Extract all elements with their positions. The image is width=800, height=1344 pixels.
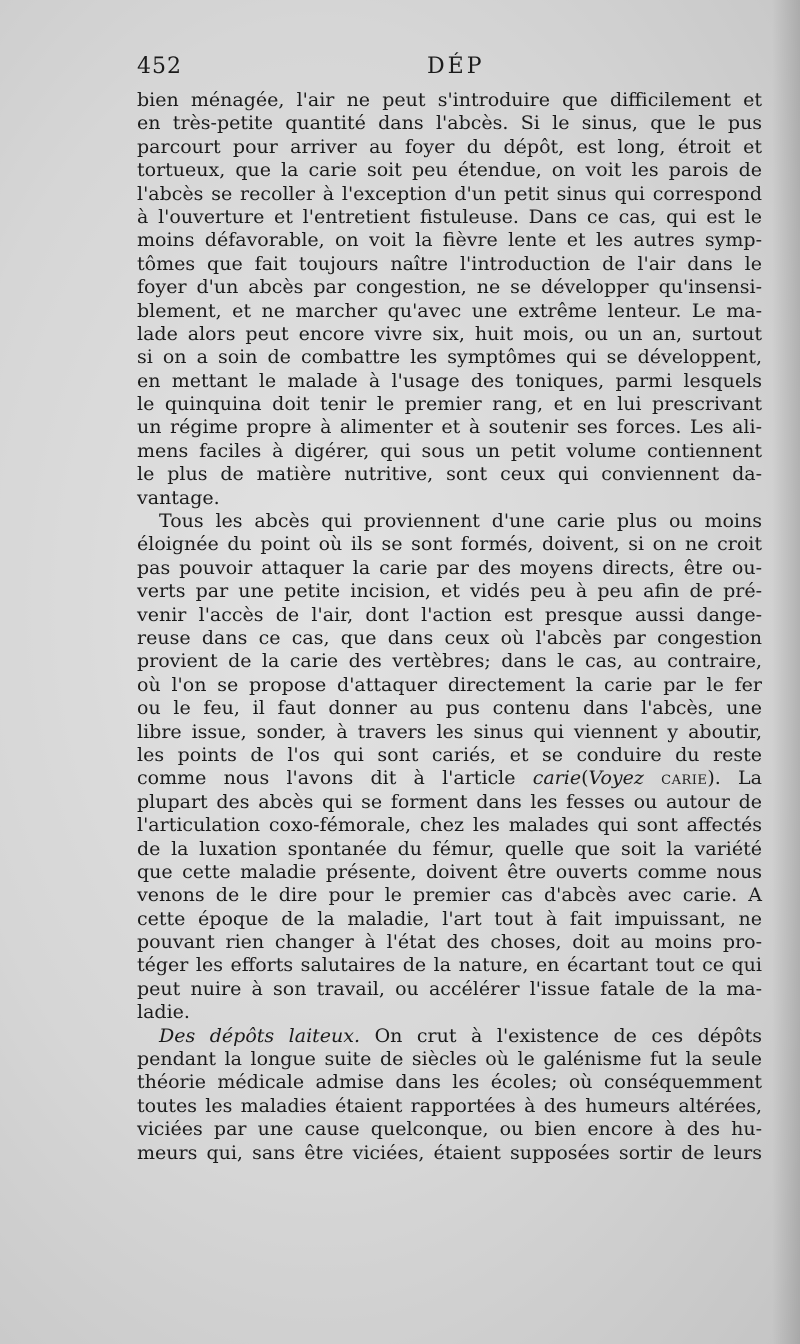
text-line: blement, et ne marcher qu'avec une extrême lenteur. Le ma- — [137, 299, 762, 322]
text-segment: comme nous l'avons dit à l'article — [137, 767, 516, 790]
text-line: pouvant rien changer à l'état des choses, doit au moins pro- — [137, 931, 762, 954]
text-line: meurs qui, sans être viciées, étaient supposées sortir de leurs — [137, 1141, 762, 1164]
text-line: où l'on se propose d'attaquer directement la carie par le fer — [137, 673, 762, 696]
page-header — [137, 54, 767, 84]
text-line: viciées par une cause quelconque, ou bien encore à des hu- — [137, 1118, 762, 1141]
text-line: toutes les maladies étaient rapportées à des humeurs altérées, — [137, 1094, 762, 1117]
text-line: foyer d'un abcès par congestion, ne se développer qu'insensi- — [137, 276, 762, 299]
running-head: DÉP — [427, 54, 485, 79]
text-line: le plus de matière nutritive, sont ceux qui conviennent da- — [137, 463, 762, 486]
text-line: libre issue, sonder, à travers les sinus qui viennent y aboutir, — [137, 720, 762, 743]
text-line: ladie. — [137, 1001, 190, 1024]
text-line: venir l'accès de l'air, dont l'action est presque aussi dange- — [137, 603, 762, 626]
text-line: le quinquina doit tenir le premier rang, et en lui prescrivant — [137, 393, 762, 416]
page-edge-shadow — [772, 0, 800, 1344]
text-line: si on a soin de combattre les symptômes qui se développent, — [137, 346, 762, 369]
text-line: bien ménagée, l'air ne peut s'introduire que difficilement et — [137, 89, 762, 111]
text-line: théorie médicale admise dans les écoles; où conséquemment — [137, 1071, 762, 1094]
text-line: en très-petite quantité dans l'abcès. Si le sinus, que le pus — [137, 112, 762, 135]
carie-cross-reference: CARIE — [661, 773, 708, 789]
text-line: vantage. — [137, 486, 220, 509]
section-start-line — [137, 1025, 762, 1048]
text-line: peut nuire à son travail, ou accélérer l'issue fatale de la ma- — [137, 977, 762, 1000]
text-line: de la luxation spontanée du fémur, quelle que soit la variété — [137, 837, 762, 860]
text-line: tômes que fait toujours naître l'introduction de l'air dans le — [137, 252, 762, 275]
paren-close: ). La — [707, 767, 762, 790]
text-line: cette époque de la maladie, l'art tout à fait impuissant, ne — [137, 907, 762, 930]
text-line: à l'ouverture et l'entretient fistuleuse. Dans ce cas, qui est le — [137, 205, 762, 228]
text-line: que cette maladie présente, doivent être ouverts comme nous — [137, 860, 762, 883]
text-line: lade alors peut encore vivre six, huit mois, ou un an, surtout — [137, 322, 762, 345]
text-line: provient de la carie des vertèbres; dans le cas, au contraire, — [137, 650, 762, 673]
text-line: verts par une petite incision, et vidés peu à peu afin de pré- — [137, 580, 762, 603]
text-line: l'abcès se recoller à l'exception d'un petit sinus qui correspond — [137, 182, 762, 205]
carie-term: carie — [532, 767, 582, 790]
text-line: parcourt pour arriver au foyer du dépôt, est long, étroit et — [137, 135, 762, 158]
text-line: tortueux, que la carie soit peu étendue, on voit les parois de — [137, 159, 762, 182]
cross-reference-line — [137, 767, 762, 790]
body-text — [137, 89, 762, 1165]
paren-open: ( — [581, 767, 589, 790]
paragraph-start-line: Tous les abcès qui proviennent d'une carie plus ou moins — [159, 510, 762, 533]
text-line: moins défavorable, on voit la fièvre lente et les autres symp- — [137, 229, 762, 252]
text-line: téger les efforts salutaires de la nature, en écartant tout ce qui — [137, 954, 762, 977]
text-line: reuse dans ce cas, que dans ceux où l'abcès par congestion — [137, 626, 762, 649]
text-line: l'articulation coxo-fémorale, chez les malades qui sont affectés — [137, 814, 762, 837]
text-line: mens faciles à digérer, qui sous un petit volume contiennent — [137, 439, 762, 462]
text-line: ou le feu, il faut donner au pus contenu dans l'abcès, une — [137, 697, 762, 720]
text-line: pas pouvoir attaquer la carie par des moyens directs, être ou- — [137, 556, 762, 579]
text-line: éloignée du point où ils se sont formés, doivent, si on ne croit — [137, 533, 762, 556]
text-line: plupart des abcès qui se forment dans les fesses ou autour de — [137, 790, 762, 813]
text-line: les points de l'os qui sont cariés, et se conduire du reste — [137, 743, 762, 766]
voyez-term: Voyez — [588, 767, 644, 790]
text-line: venons de le dire pour le premier cas d'abcès avec carie. A — [137, 884, 762, 907]
text-line: pendant la longue suite de siècles où le galénisme fut la seule — [137, 1048, 762, 1071]
page-number: 452 — [137, 54, 182, 79]
text-segment: On crut à l'existence de ces dépôts — [374, 1024, 762, 1047]
text-line: un régime propre à alimenter et à soutenir ses forces. Les ali- — [137, 416, 762, 439]
section-title: Des dépôts laiteux. — [159, 1024, 361, 1047]
text-line: en mettant le malade à l'usage des toniques, parmi lesquels — [137, 369, 762, 392]
